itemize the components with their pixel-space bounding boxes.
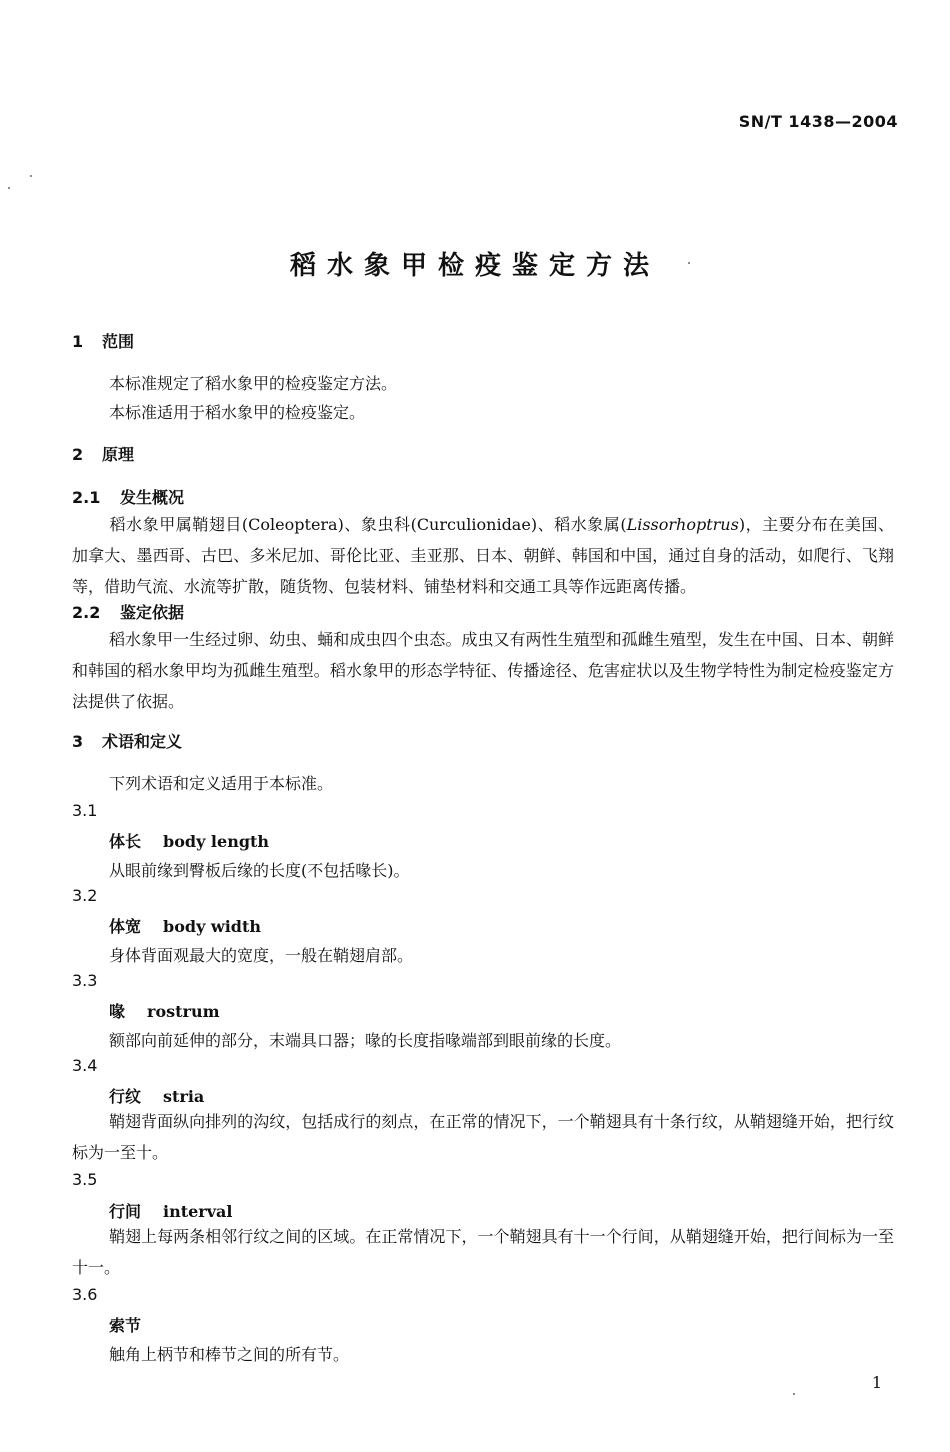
- term-heading: 喙 rostrum: [109, 1002, 220, 1021]
- section-number: 2: [72, 445, 84, 464]
- term-number: 3.1: [72, 801, 98, 820]
- section-3-heading: [72, 729, 182, 752]
- subsection-number: 2.2: [72, 603, 101, 622]
- page-number: 1: [871, 1373, 882, 1392]
- terms-intro: 下列术语和定义适用于本标准。: [109, 774, 334, 793]
- term-definition: 触角上柄节和棒节之间的所有节。: [109, 1345, 350, 1364]
- scan-speck: [30, 175, 32, 177]
- section-title: 范围: [102, 332, 135, 351]
- term-definition: 从眼前缘到臀板后缘的长度(不包括喙长)。: [109, 861, 410, 880]
- scope-paragraph-1: 本标准规定了稻水象甲的检疫鉴定方法。: [109, 374, 398, 393]
- section-2-2-heading: [72, 600, 184, 623]
- term-number: 3.5: [72, 1170, 98, 1189]
- subsection-number: 2.1: [72, 488, 101, 507]
- section-1-heading: [72, 329, 134, 352]
- term-heading: 体长 body length: [109, 832, 270, 851]
- term-number: 3.6: [72, 1285, 98, 1304]
- section-2-1-heading: [72, 485, 184, 508]
- subsection-title: 鉴定依据: [120, 603, 185, 622]
- term-definition: 额部向前延伸的部分，末端具口器；喙的长度指喙端部到眼前缘的长度。: [109, 1031, 622, 1050]
- term-heading: 体宽 body width: [109, 917, 261, 936]
- section-number: 1: [72, 332, 84, 351]
- occurrence-paragraph: 稻水象甲属鞘翅目(Coleoptera)、象虫科(Curculionidae)、稻水象属(Lissorhoptrus)，主要分布在美国、加拿大、墨西哥、古巴、多米尼加、哥伦比亚、圭亚那、日本、朝鲜、韩国和中国，通过自身的活动，如爬行、飞翔等，借助气流、水流等扩散，随货物、包装材料、铺垫材料和交通工具等作远距离传播。: [72, 515, 894, 596]
- identification-basis-paragraph: 稻水象甲一生经过卵、幼虫、蛹和成虫四个虫态。成虫又有两性生殖型和孤雌生殖型，发生在中国、日本、朝鲜和韩国的稻水象甲均为孤雌生殖型。稻水象甲的形态学特征、传播途径、危害症状以及生物学特性为制定检疫鉴定方法提供了依据。: [72, 630, 894, 711]
- term-number: 3.2: [72, 886, 98, 905]
- document-title: 稻水象甲检疫鉴定方法: [289, 251, 660, 281]
- scan-speck: [688, 262, 690, 264]
- standard-number: SN/T 1438—2004: [738, 112, 898, 131]
- section-title: 术语和定义: [102, 732, 183, 751]
- scope-paragraph-2: 本标准适用于稻水象甲的检疫鉴定。: [109, 403, 366, 422]
- term-number: 3.3: [72, 971, 98, 990]
- term-heading: 行纹 stria: [109, 1087, 205, 1106]
- term-heading: 索节: [109, 1316, 142, 1335]
- term-definition: 身体背面观最大的宽度，一般在鞘翅肩部。: [109, 946, 414, 965]
- genus-name: Lissorhoptrus: [626, 515, 739, 534]
- scan-speck: [8, 187, 10, 189]
- term-number: 3.4: [72, 1056, 98, 1075]
- subsection-title: 发生概况: [120, 488, 185, 507]
- term-heading: 行间 interval: [109, 1202, 233, 1221]
- section-title: 原理: [102, 445, 135, 464]
- term-definition: 鞘翅上每两条相邻行纹之间的区域。在正常情况下，一个鞘翅具有十一个行间，从鞘翅缝开始，把行间标为一至十一。: [72, 1227, 894, 1277]
- scan-speck: [793, 1393, 795, 1395]
- term-definition: 鞘翅背面纵向排列的沟纹，包括成行的刻点，在正常的情况下，一个鞘翅具有十条行纹，从鞘翅缝开始，把行纹标为一至十。: [72, 1112, 894, 1162]
- section-2-heading: [72, 442, 134, 465]
- section-number: 3: [72, 732, 84, 751]
